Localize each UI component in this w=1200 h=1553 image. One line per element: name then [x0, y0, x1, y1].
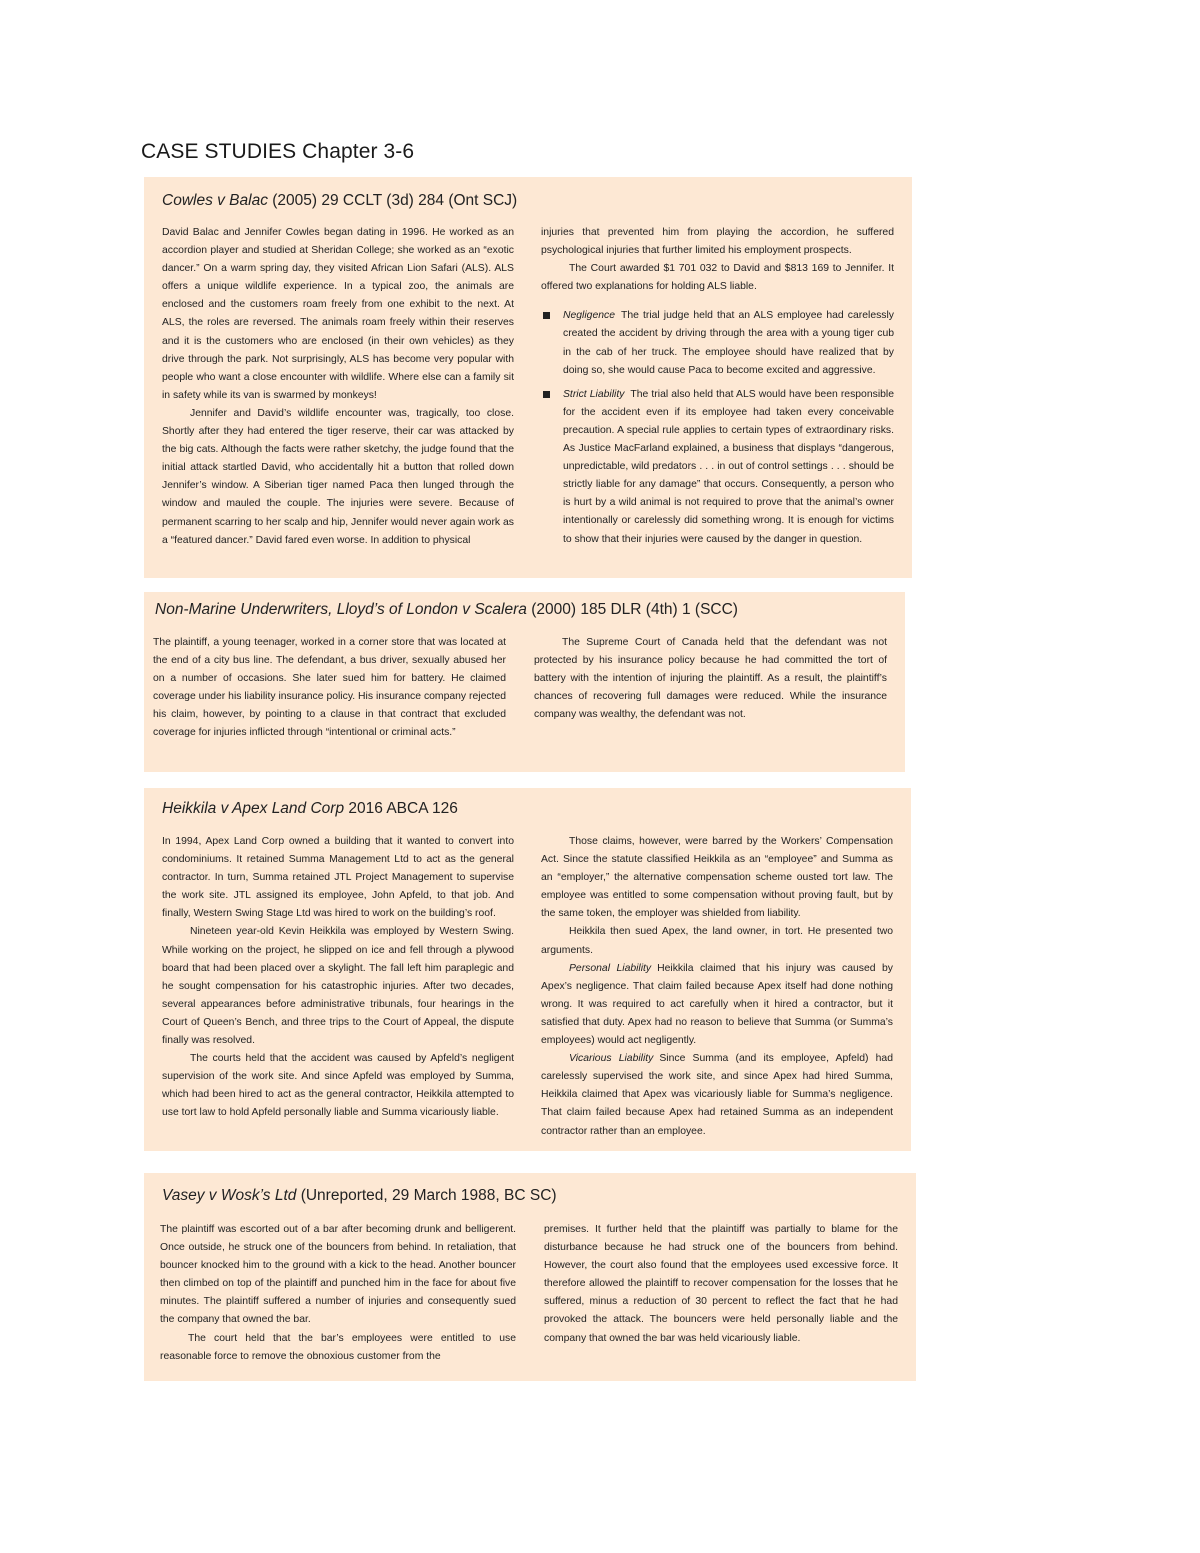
paragraph: The courts held that the accident was caused by Apfeld’s negligent supervision of the work site. And since Apfeld was employed by Summa, which had been hired to act as the general contractor, Heikkila attempted to use tort law to hold Apfeld personally liable and Summa vicariously liable.	[162, 1053, 514, 1119]
labeled-paragraph	[541, 960, 893, 1050]
case-title	[162, 192, 517, 210]
paragraph: premises. It further held that the plaintiff was partially to blame for the disturbance because he had struck one of the bouncers from behind. However, the court also found that the employees used excessive force. It therefore allowed the plaintiff to recover compensation for the losses that he suffered, minus a reduction of 30 percent to reflect the fact that he had provoked the attack. The bouncers were held personally liable and the company that owned the bar was held vicariously liable.	[544, 1224, 898, 1344]
page-title: CASE STUDIES Chapter 3-6	[141, 140, 415, 163]
paragraph: Those claims, however, were barred by the Workers’ Compensation Act. Since the statute classified Heikkila as an “employee” and Summa as an “employer,” the alternative compensation scheme ousted tort law. The employee was entitled to some compensation without proving fault, but by the same token, the employer was shielded from liability.	[541, 836, 893, 920]
paragraph-text: Since Summa (and its employee, Apfeld) had carelessly supervised the work site, and since Apex had hired Summa, Heikkila claimed that Apex was vicariously liable for Summa’s negligence. That claim failed because Apex had retained Summa as an independent contractor rather than an employee.	[541, 1053, 893, 1137]
case-box-vasey-v-wosks	[144, 1173, 916, 1381]
bullet-item	[541, 386, 894, 549]
case-box-cowles-v-balac	[144, 177, 912, 578]
case-right-column	[541, 224, 894, 549]
bullet-square-icon	[543, 312, 550, 319]
case-name: Vasey v Wosk’s Ltd	[162, 1187, 297, 1204]
bullet-square-icon	[543, 391, 550, 398]
paragraph: The Supreme Court of Canada held that the defendant was not protected by his insurance policy because he had committed the tort of battery with the intention of injuring the plaintiff. As a result, the plaintiff’s chances of recovering full damages were reduced. While the insurance company was wealthy, the defendant was not.	[534, 637, 887, 721]
paragraph-label: Personal Liability	[569, 962, 652, 974]
paragraph-label: Vicarious Liability	[569, 1053, 654, 1065]
paragraph: Jennifer and David’s wildlife encounter was, tragically, too close. Shortly after they had entered the tiger reserve, their car was attacked by the big cats. Although the facts were rather sketchy, the judge found that the initial attack startled David, who accidentally hit a button that rolled down Jennifer’s window. A Siberian tiger named Paca then lunged through the window and mauled the couple. The injuries were severe. Because of permanent scarring to her scalp and hip, Jennifer would never again work as a “featured dancer.” David fared even worse. In addition to physical	[162, 407, 514, 546]
case-name: Heikkila v Apex Land Corp	[162, 800, 345, 817]
case-name: Cowles v Balac	[162, 192, 268, 209]
paragraph: In 1994, Apex Land Corp owned a building that it wanted to convert into condominiums. It retained Summa Management Ltd to act as the general contractor. In turn, Summa retained JTL Project Management to supervise the work site. JTL assigned its employee, John Apfeld, to that job. And finally, Western Swing Stage Ltd was hired to work on the building’s roof.	[162, 836, 514, 920]
case-box-scalera	[144, 592, 905, 772]
paragraph: injuries that prevented him from playing the accordion, he suffered psychological injuries that further limited his employment prospects.	[541, 227, 894, 257]
case-left-column	[162, 224, 514, 550]
case-left-column	[160, 1221, 516, 1366]
bullet-text: The trial judge held that an ALS employee had carelessly created the accident by driving through the area with a young tiger cub in the cab of her truck. The employee should have realized that by doing so, she would cause Paca to become excited and aggressive.	[563, 310, 894, 376]
case-title	[162, 800, 458, 818]
case-right-column	[534, 634, 887, 724]
paragraph: The plaintiff was escorted out of a bar after becoming drunk and belligerent. Once outside, he struck one of the bouncers from behind. In retaliation, that bouncer knocked him to the ground with a kick to the head. Another bouncer then climbed on top of the plaintiff and punched him in the face for about five minutes. The plaintiff suffered a number of injuries and consequently sued the company that owned the bar.	[160, 1224, 516, 1326]
case-left-column	[162, 833, 514, 1123]
case-right-column	[544, 1221, 898, 1348]
paragraph: Nineteen year-old Kevin Heikkila was employed by Western Swing. While working on the project, he slipped on ice and fell through a plywood board that had been placed over a skylight. The fall left him paraplegic and he sought compensation for his catastrophic injuries. After two decades, several appearances before administrative tribunals, four hearings in the Court of Queen’s Bench, and three trips to the Court of Appeal, the dispute finally was resolved.	[162, 926, 514, 1047]
case-citation: (2005) 29 CCLT (3d) 284 (Ont SCJ)	[267, 192, 518, 209]
case-title	[155, 601, 738, 619]
paragraph: Heikkila then sued Apex, the land owner, in tort. He presented two arguments.	[541, 926, 893, 956]
case-title	[162, 1187, 557, 1205]
bullet-label: Negligence	[563, 310, 615, 322]
case-right-column	[541, 833, 893, 1141]
case-citation: (Unreported, 29 March 1988, BC SC)	[296, 1187, 557, 1204]
paragraph: The Court awarded $1 701 032 to David and $813 169 to Jennifer. It offered two explanations for holding ALS liable.	[541, 263, 894, 293]
case-left-column	[153, 634, 506, 743]
paragraph-text: Heikkila claimed that his injury was caused by Apex’s negligence. That claim failed because Apex itself had done nothing wrong. It was required to act carefully when it hired a contractor, but it satisfied that duty. Apex had no reason to believe that Summa (or Summa’s employees) would act negligently.	[541, 962, 893, 1047]
paragraph: David Balac and Jennifer Cowles began dating in 1996. He worked as an accordion player and studied at Sheridan College; she worked as an “exotic dancer.” On a warm spring day, they visited African Lion Safari (ALS). ALS offers a unique wildlife experience. In a typical zoo, the animals are enclosed and the customers roam freely from one exhibit to the next. At ALS, the roles are reversed. The animals roam freely within their reserves and it is the customers who are enclosed (in their own vehicles) as they drive through the park. Not surprisingly, ALS has become very popular with people who want a close encounter with wildlife. Where else can a family sit in safety while its van is swarmed by monkeys!	[162, 227, 514, 401]
bullet-label: Strict Liability	[563, 388, 625, 400]
paragraph: The plaintiff, a young teenager, worked in a corner store that was located at the end of a city bus line. The defendant, a bus driver, sexually abused her on a number of occasions. She later sued him for battery. He claimed coverage under his liability insurance policy. His insurance company rejected his claim, however, by pointing to a clause in that contract that excluded coverage for injuries inflicted through “intentional or criminal acts.”	[153, 637, 506, 739]
case-citation: (2000) 185 DLR (4th) 1 (SCC)	[526, 601, 738, 618]
case-name: Non-Marine Underwriters, Lloyd’s of London v Scalera	[155, 601, 527, 618]
paragraph: The court held that the bar’s employees were entitled to use reasonable force to remove the obnoxious customer from the	[160, 1332, 516, 1362]
case-citation: 2016 ABCA 126	[344, 800, 458, 817]
bullet-item	[541, 307, 894, 379]
labeled-paragraph	[541, 1050, 893, 1140]
case-box-heikkila	[144, 788, 911, 1151]
bullet-text: The trial also held that ALS would have been responsible for the accident even if its employee had taken every conceivable precaution. A special rule applies to certain types of extraordinary risks. As Justice MacFarland explained, a business that displays “dangerous, unpredictable, wild predators . . . in out of control settings . . . should be strictly liable for any damage” that occurs. Consequently, a person who is hurt by a wild animal is not required to prove that the animal’s owner intentionally or carelessly did something wrong. It is enough for victims to show that their injuries were caused by the danger in question.	[563, 388, 894, 545]
